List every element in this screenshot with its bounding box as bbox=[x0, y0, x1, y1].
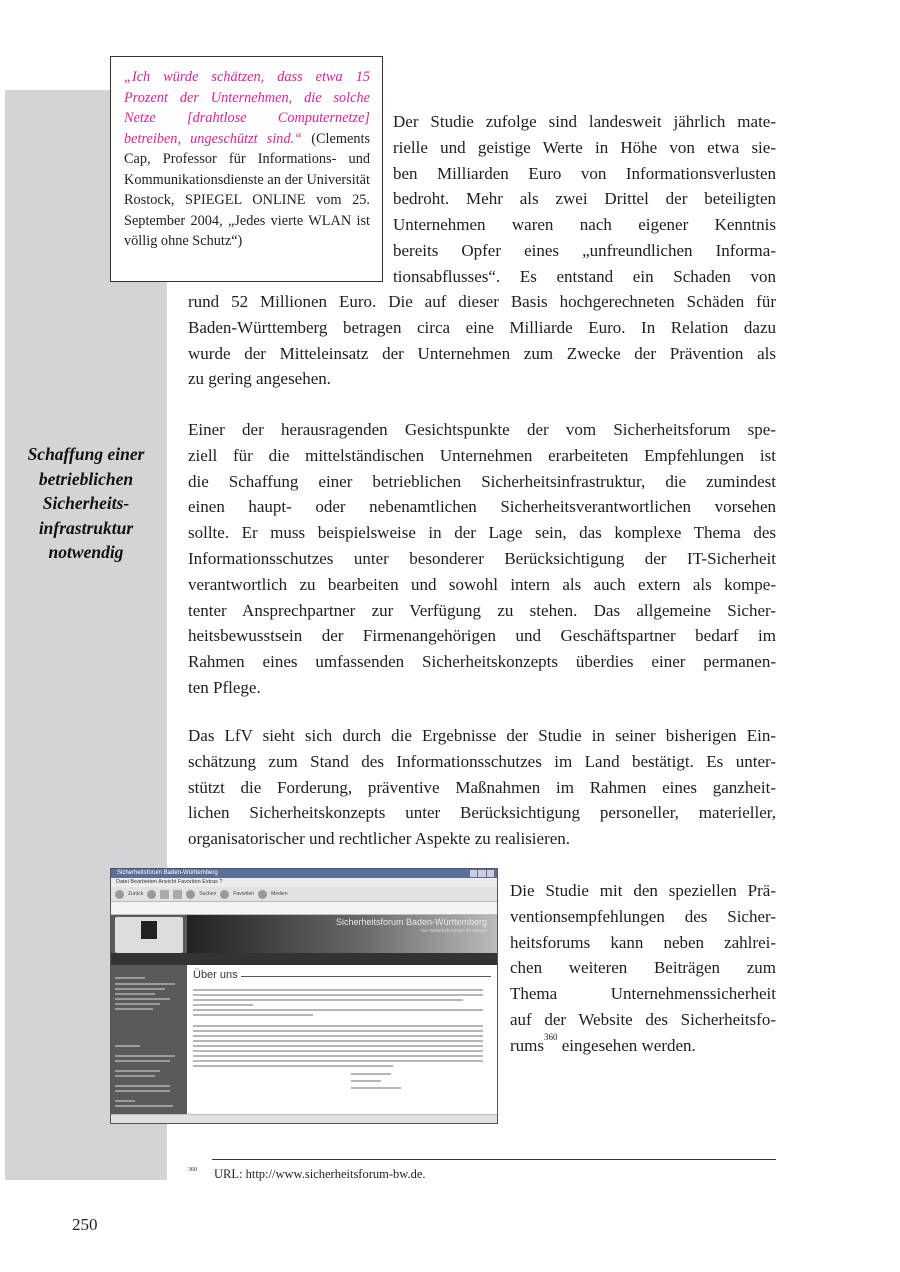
site-banner bbox=[187, 915, 497, 953]
text-line: verantwortlich zu bearbeiten und sowohl intern als auch extern als kompe- bbox=[188, 574, 776, 594]
text-line: Rahmen eines umfassenden Sicherheitskonzepts überdies einer permanen- bbox=[188, 652, 776, 672]
text-line: Unternehmen waren nach eigener Kenntnis bbox=[393, 215, 776, 235]
paragraph-2 bbox=[188, 417, 776, 701]
text-line: Einer der herausragenden Gesichtspunkte der vom Sicherheitsforum spe- bbox=[188, 420, 776, 439]
paragraph-1-bottom bbox=[188, 289, 776, 392]
address-bar bbox=[111, 902, 497, 915]
window-buttons bbox=[470, 870, 494, 877]
text-line: ten Pflege. bbox=[188, 677, 261, 697]
text-line: heitsforums kann neben zahlrei- bbox=[510, 932, 776, 952]
text-line: wurde der Mitteleinsatz der Unternehmen zum Zwecke der Prävention als bbox=[188, 343, 776, 363]
footnote-number: 360 bbox=[188, 1167, 197, 1173]
text-line: einen haupt- oder nebenamtlichen Sicherheitsverantwortlichen vorsehen bbox=[188, 497, 776, 517]
text-line: stützt die Forderung, präventive Maßnahmen im Rahmen eines ganzheit- bbox=[188, 777, 776, 797]
text-line: tionsabflusses“. Es entstand ein Schaden von bbox=[393, 266, 776, 286]
paragraph-4 bbox=[510, 878, 776, 1059]
margin-note-line: Sicherheits- bbox=[42, 493, 130, 513]
quote-citation: (Clements Cap, Professor für Informations- und Kommunikationsdienste an der Universität Rostock, SPIEGEL ONLINE vom 25. September 2004, „Jedes vierte WLAN ist völlig ohne Schutz“) bbox=[124, 130, 371, 249]
text-line: ventionsempfehlungen des Sicher- bbox=[510, 906, 776, 926]
back-label: Zurück bbox=[128, 891, 144, 897]
site-logo bbox=[115, 917, 183, 953]
favorites-label: Favoriten bbox=[233, 891, 255, 897]
quote-box bbox=[110, 56, 383, 282]
media-label: Medien bbox=[271, 891, 288, 897]
text-line: zu gering angesehen. bbox=[188, 369, 332, 389]
text-line: die Schaffung einer betrieblichen Sicherheitsinfrastruktur, die zumindest bbox=[188, 471, 776, 491]
text-fragment: eingesehen werden. bbox=[557, 1035, 696, 1055]
page-number: 250 bbox=[72, 1215, 98, 1234]
search-label: Suchen bbox=[199, 891, 217, 897]
site-sidebar bbox=[111, 915, 187, 1115]
text-line: heitsbewusstsein der Firmenangehörigen und Geschäftspartner bedarf im bbox=[188, 626, 776, 646]
footnote-rule bbox=[212, 1159, 776, 1160]
text-line: tenter Ansprechpartner zur Verfügung zu stehen. Das allgemeine Sicher- bbox=[188, 600, 776, 620]
text-line: ziell für die mittelständischen Unternehmen erarbeiteten Empfehlungen ist bbox=[188, 445, 776, 465]
back-icon bbox=[115, 890, 124, 899]
browser-menubar: Datei Bearbeiten Ansicht Favoriten Extras ? bbox=[111, 878, 497, 887]
text-line: sollte. Er muss beispielsweise in der Lage sein, das komplexe Thema des bbox=[188, 523, 776, 543]
text-line: Der Studie zufolge sind landesweit jährlich mate- bbox=[393, 112, 776, 131]
browser-titlebar bbox=[111, 869, 497, 878]
text-line: bedroht. Mehr als zwei Drittel der beteiligten bbox=[393, 189, 776, 209]
footnote-text: URL: http://www.sicherheitsforum-bw.de. bbox=[214, 1167, 426, 1181]
text-line: Die Studie mit den speziellen Prä- bbox=[510, 881, 776, 900]
browser-toolbar bbox=[111, 887, 497, 902]
home-icon bbox=[173, 890, 182, 899]
site-banner-title: Sicherheitsforum Baden-Württemberg bbox=[335, 917, 487, 927]
text-line: ben Milliarden Euro von Informationsverlusten bbox=[393, 163, 776, 183]
text-fragment: rums bbox=[510, 1035, 544, 1055]
media-icon bbox=[258, 890, 267, 899]
footnote-reference: 360 bbox=[544, 1031, 558, 1042]
paragraph-1-top bbox=[393, 109, 776, 290]
margin-note-line: infrastruktur bbox=[38, 517, 134, 538]
quote-text: „Ich würde schätzen, dass etwa 15 Prozent der Unternehmen, die solche Netze [drahtlose Computernetze] betreiben, ungeschützt sind.“ bbox=[124, 69, 370, 147]
text-line: rund 52 Millionen Euro. Die auf dieser Basis hochgerechneten Schäden für bbox=[188, 292, 776, 311]
site-banner-subtitle: Die Wirtschaft schützt ihr Wissen bbox=[421, 928, 487, 933]
forward-icon bbox=[147, 890, 156, 899]
text-line: lichen Sicherheitskonzepts unter Berücksichtigung personeller, materieller, bbox=[188, 803, 776, 823]
margin-note bbox=[5, 442, 167, 565]
star-icon bbox=[220, 890, 229, 899]
browser-window-title: Sicherheitsforum Baden-Württemberg bbox=[117, 870, 218, 876]
paragraph-3 bbox=[188, 723, 776, 852]
margin-note-line: betrieblichen bbox=[38, 468, 134, 489]
text-line: Das LfV sieht sich durch die Ergebnisse der Studie in seiner bisherigen Ein- bbox=[188, 726, 776, 745]
text-line: Thema Unternehmenssicherheit bbox=[510, 984, 776, 1004]
text-line: auf der Website des Sicherheitsfo- bbox=[510, 1009, 776, 1029]
margin-note-line: notwendig bbox=[48, 542, 124, 562]
footnote bbox=[188, 1167, 426, 1182]
margin-note-line: Schaffung einer bbox=[27, 444, 145, 464]
website-screenshot bbox=[110, 868, 498, 1124]
text-line: schätzung zum Stand des Informationsschutzes im Land bestätigt. Es unter- bbox=[188, 751, 776, 771]
search-icon bbox=[186, 890, 195, 899]
text-line: chen weiteren Beiträgen zum bbox=[510, 958, 776, 978]
site-nav bbox=[111, 953, 497, 965]
browser-status-bar bbox=[111, 1114, 497, 1123]
text-line: Informationsschutzes unter besonderer Berücksichtigung der IT-Sicherheit bbox=[188, 548, 776, 568]
site-heading: Über uns bbox=[193, 969, 238, 981]
text-line: Baden-Württemberg betragen circa eine Milliarde Euro. In Relation dazu bbox=[188, 317, 776, 337]
text-line-with-footnote bbox=[510, 1033, 776, 1059]
browser-page bbox=[111, 915, 497, 1115]
text-line: bereits Opfer eines „unfreundlichen Informa- bbox=[393, 240, 776, 260]
text-line: organisatorischer und rechtlicher Aspekte zu realisieren. bbox=[188, 829, 571, 849]
text-line: rielle und geistige Werte in Höhe von etwa sie- bbox=[393, 137, 776, 157]
stop-icon bbox=[160, 890, 169, 899]
